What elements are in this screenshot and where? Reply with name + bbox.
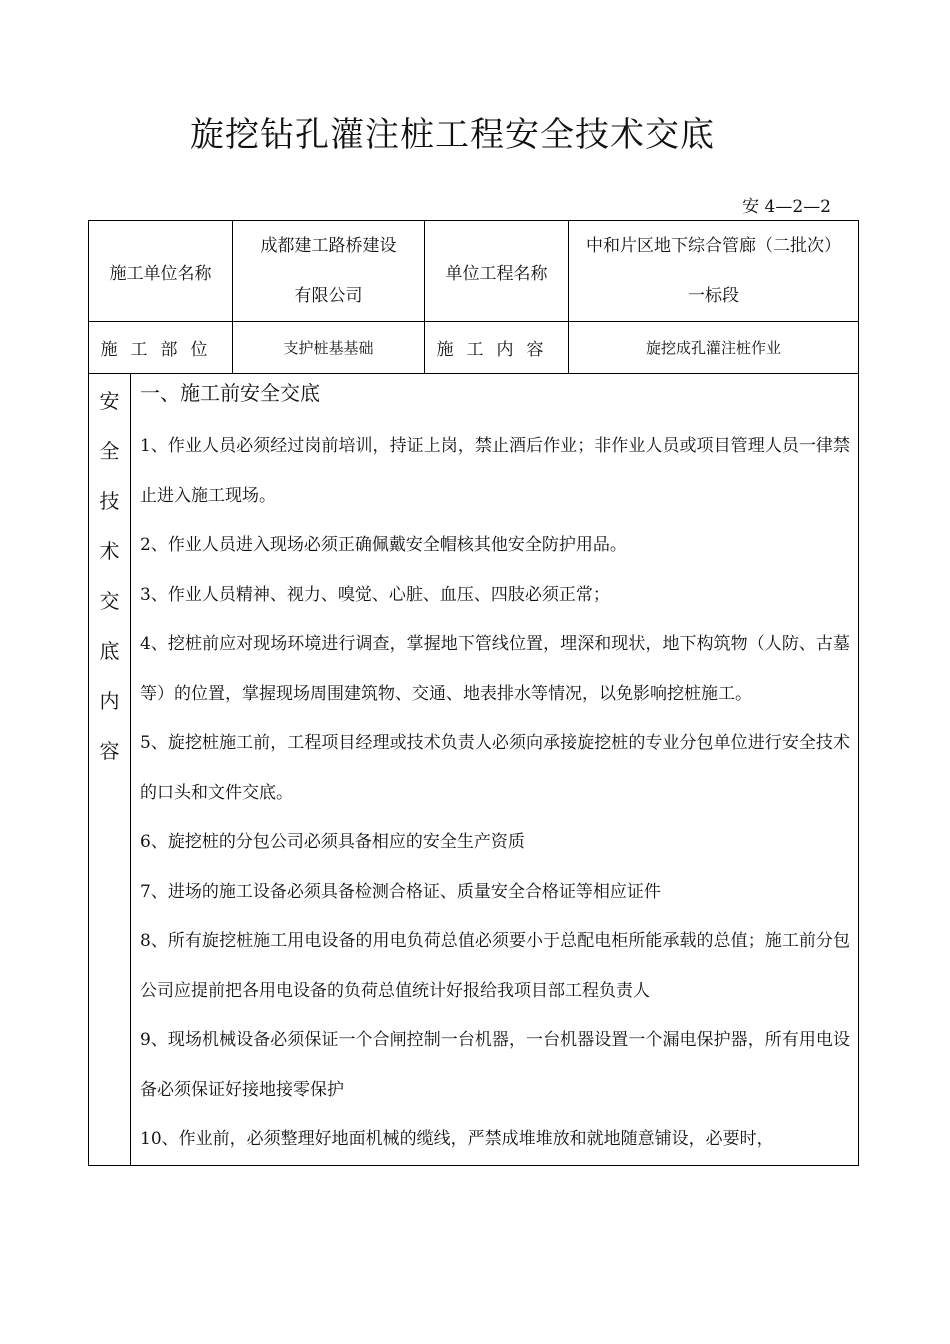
unit-name-value bbox=[233, 221, 425, 322]
side-char: 交 bbox=[99, 589, 120, 613]
side-char: 全 bbox=[99, 439, 120, 463]
project-name-value bbox=[569, 221, 859, 322]
construction-content-label: 施工内容 bbox=[425, 322, 569, 374]
section-title: 一、施工前安全交底 bbox=[140, 381, 320, 405]
safety-disclosure-side-label bbox=[89, 374, 131, 1166]
side-char: 底 bbox=[99, 639, 120, 663]
document-code: 安 4—2—2 bbox=[742, 197, 831, 217]
disclosure-item: 8、所有旋挖桩施工用电设备的用电负荷总值必须要小于总配电柜所能承载的总值；施工前分包公司应提前把各用电设备的负荷总值统计好报给我项目部工程负责人 bbox=[140, 931, 850, 1001]
disclosure-table bbox=[88, 220, 859, 1166]
unit-name-line1: 成都建工路桥建设 bbox=[260, 236, 397, 256]
header-row-part bbox=[89, 322, 859, 374]
side-char: 技 bbox=[99, 489, 120, 513]
unit-name-line2: 有限公司 bbox=[294, 286, 363, 306]
project-name-label: 单位工程名称 bbox=[425, 221, 569, 322]
disclosure-item: 6、旋挖桩的分包公司必须具备相应的安全生产资质 bbox=[140, 832, 525, 852]
construction-part-value: 支护桩基基础 bbox=[233, 322, 425, 374]
disclosure-item: 2、作业人员进入现场必须正确佩戴安全帽核其他安全防护用品。 bbox=[140, 535, 627, 555]
disclosure-item: 1、作业人员必须经过岗前培训，持证上岗，禁止酒后作业；非作业人员或项目管理人员一律禁止进入施工现场。 bbox=[140, 436, 850, 506]
side-char: 内 bbox=[99, 689, 120, 713]
disclosure-item: 10、作业前，必须整理好地面机械的缆线，严禁成堆堆放和就地随意铺设，必要时， bbox=[140, 1129, 774, 1149]
unit-name-label: 施工单位名称 bbox=[89, 221, 233, 322]
header-row-unit bbox=[89, 221, 859, 322]
construction-content-value: 旋挖成孔灌注桩作业 bbox=[569, 322, 859, 374]
disclosure-item: 5、旋挖桩施工前，工程项目经理或技术负责人必须向承接旋挖桩的专业分包单位进行安全技术的口头和文件交底。 bbox=[140, 733, 850, 803]
document-title: 旋挖钻孔灌注桩工程安全技术交底 bbox=[190, 115, 715, 155]
body-row bbox=[89, 374, 859, 1166]
side-char: 容 bbox=[99, 739, 120, 763]
side-char: 术 bbox=[99, 539, 120, 563]
project-name-line2: 一标段 bbox=[688, 286, 739, 306]
construction-part-label: 施工部位 bbox=[89, 322, 233, 374]
project-name-line1: 中和片区地下综合管廊（二批次） bbox=[586, 236, 841, 256]
disclosure-item: 3、作业人员精神、视力、嗅觉、心脏、血压、四肢必须正常； bbox=[140, 584, 610, 605]
side-char: 安 bbox=[99, 389, 120, 413]
disclosure-item: 9、现场机械设备必须保证一个合闸控制一台机器，一台机器设置一个漏电保护器，所有用电设备必须保证好接地接零保护 bbox=[140, 1030, 850, 1100]
disclosure-content bbox=[131, 374, 859, 1166]
disclosure-item: 7、进场的施工设备必须具备检测合格证、质量安全合格证等相应证件 bbox=[140, 881, 661, 902]
disclosure-item: 4、挖桩前应对现场环境进行调查，掌握地下管线位置，埋深和现状，地下构筑物（人防、古墓等）的位置，掌握现场周围建筑物、交通、地表排水等情况，以免影响挖桩施工。 bbox=[140, 634, 850, 704]
